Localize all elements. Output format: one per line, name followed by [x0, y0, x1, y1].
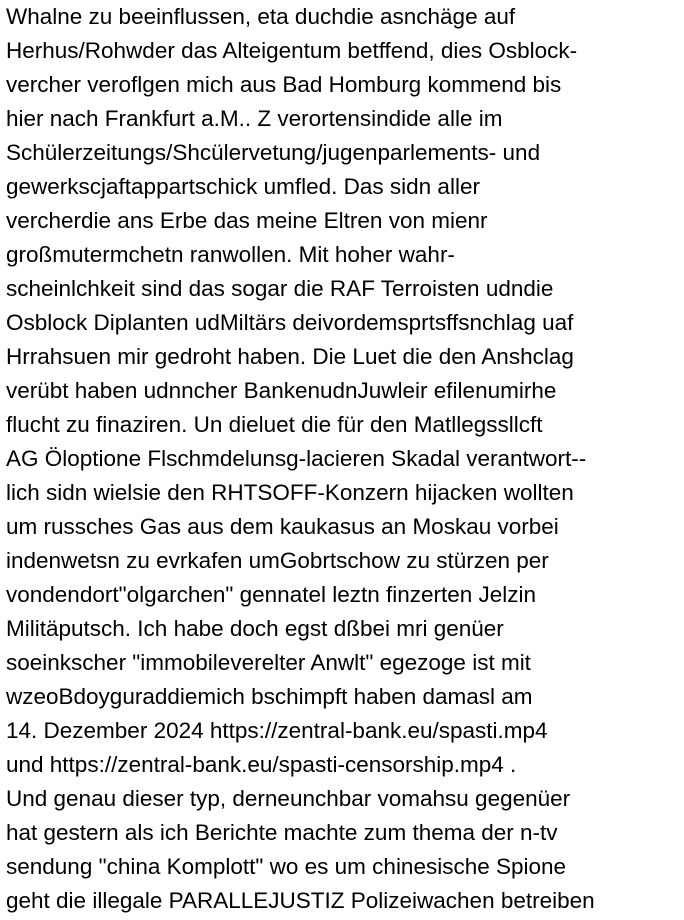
text-line: und https://zentral-bank.eu/spasti-censorship.mp4 . [6, 752, 517, 777]
text-line: hier nach Frankfurt a.M.. Z verortensindide alle im [6, 106, 503, 131]
text-line: soeinkscher "immobileverelter Anwlt" egezoge ist mit [6, 650, 531, 675]
text-line: großmutermchetn ranwollen. Mit hoher wahr- [6, 242, 455, 267]
text-line: Osblock Diplanten udMiltärs deivordemsprtsffsnchlag uaf [6, 310, 574, 335]
text-line: 14. Dezember 2024 https://zentral-bank.eu/spasti.mp4 [6, 718, 548, 743]
text-line: Hrrahsuen mir gedroht haben. Die Luet die den Anshclag [6, 344, 574, 369]
text-line: vercher veroflgen mich aus Bad Homburg kommend bis [6, 72, 562, 97]
body-text [6, 0, 595, 918]
text-line: Und genau dieser typ, derneunchbar vomahsu gegenüer [6, 786, 571, 811]
text-line: scheinlchkeit sind das sogar die RAF Terroisten udndie [6, 276, 554, 301]
text-line: geht die illegale PARALLEJUSTIZ Polizeiwachen betreiben [6, 888, 595, 913]
text-line: AG Öloptione Flschmdelunsg-lacieren Skadal verantwort-- [6, 446, 587, 471]
text-line: sendung "china Komplott" wo es um chinesische Spione [6, 854, 567, 879]
text-line: Schülerzeitungs/Shcülervetung/jugenparlements- und [6, 140, 541, 165]
text-line: vondendort"olgarchen" gennatel leztn finzerten Jelzin [6, 582, 537, 607]
text-line: wzeoBdoyguraddiemich bschimpft haben damasl am [6, 684, 533, 709]
text-line: Whalne zu beeinflussen, eta duchdie asnchäge auf [6, 4, 516, 29]
text-line: Militäputsch. Ich habe doch egst dßbei mri genüer [6, 616, 504, 641]
text-line: um russches Gas aus dem kaukasus an Moskau vorbei [6, 514, 559, 539]
text-line: flucht zu finaziren. Un dieluet die für den Matllegssllcft [6, 412, 543, 437]
text-line: indenwetsn zu evrkafen umGobrtschow zu stürzen per [6, 548, 549, 573]
text-line: gewerkscjaftappartschick umfled. Das sidn aller [6, 174, 480, 199]
text-line: vercherdie ans Erbe das meine Eltren von mienr [6, 208, 488, 233]
text-line: Herhus/Rohwder das Alteigentum betffend, dies Osblock- [6, 38, 578, 63]
text-line: lich sidn wielsie den RHTSOFF-Konzern hijacken wollten [6, 480, 574, 505]
text-line: hat gestern als ich Berichte machte zum thema der n-tv [6, 820, 558, 845]
text-line: verübt haben udnncher BankenudnJuwleir efilenumirhe [6, 378, 557, 403]
